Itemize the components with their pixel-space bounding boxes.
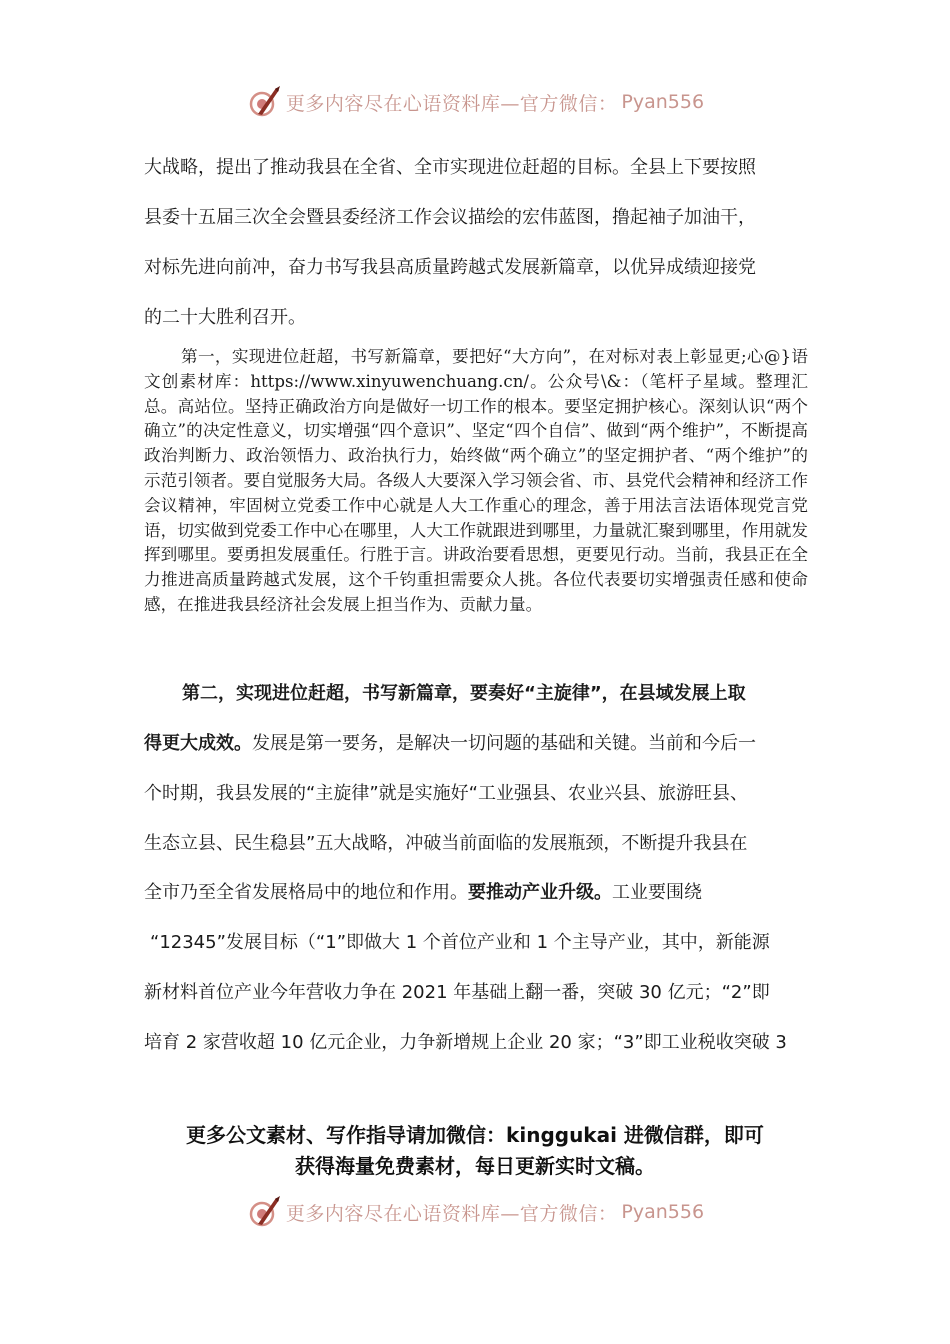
footer-wechat-id: Pyan556 (621, 1201, 705, 1223)
para3-line-5 (144, 881, 814, 905)
quill-ink-icon (246, 1194, 282, 1230)
para3-line-6: “12345”发展目标（“1”即做大 1 个首位产业和 1 个主导产业，其中，新能源 (150, 932, 770, 953)
para3-heading-end: 得更大成效。 (144, 733, 252, 754)
para1-line-3: 对标先进向前冲，奋力书写我县高质量跨越式发展新篇章，以优异成绩迎接党 (144, 257, 756, 278)
body-paragraph-first-point: 第一，实现进位赶超，书写新篇章，要把好“大方向”，在对标对表上彰显更;心@}语文创素材库：https://www.xinyuwenchuang.cn/。公众号\&：（笔杆子星域。整理汇总。高站位。坚持正确政治方向是做好一切工作的根本。要坚定拥护核心。深刻认识“两个确立”的决定性意义，切实增强“四个意识”、坚定“四个自信”、做到“两个维护”，不断提高政治判断力、政治领悟力、政治执行力，始终做“两个确立”的坚定拥护者、“两个维护”的示范引领者。要自觉服务大局。各级人大要深入学习领会省、市、县党代会精神和经济工作会议精神，牢固树立党委工作中心就是人大工作重心的理念，善于用法言法语体现党言党语，切实做到党委工作中心在哪里，人大工作就跟进到哪里，力量就汇聚到哪里，作用就发挥到哪里。要勇担发展重任。行胜于言。讲政治要看思想，更要见行动。当前，我县正在全力推进高质量跨越式发展，这个千钧重担需要众人挑。各位代表要切实增强责任感和使命感，在推进我县经济社会发展上担当作为、贡献力量。 (144, 347, 808, 614)
quill-ink-icon (246, 84, 282, 120)
header-watermark-banner (0, 82, 950, 122)
para3-line-5-text: 全市乃至全省发展格局中的地位和作用。 (144, 882, 468, 903)
footer-watermark-text: 更多内容尽在心语资料库—官方微信： (285, 1202, 618, 1225)
para3-line-7: 新材料首位产业今年营收力争在 2021 年基础上翻一番，突破 30 亿元；“2”即 (144, 982, 770, 1003)
para3-subheading: 要推动产业升级。 (468, 882, 612, 903)
para3-line-2 (144, 732, 814, 756)
para1-line-2: 县委十五届三次全会暨县委经济工作会议描绘的宏伟蓝图，撸起袖子加油干， (144, 207, 756, 228)
para3-heading-line: 第二，实现进位赶超，书写新篇章，要奏好“主旋律”，在县域发展上取 (182, 683, 746, 704)
footer-watermark-banner (0, 1192, 950, 1232)
para1-line-1: 大战略，提出了推动我县在全省、全市实现进位赶超的目标。全县上下要按照 (144, 157, 756, 178)
promo-line-1: 更多公文素材、写作指导请加微信：kinggukai 进微信群，即可 (186, 1123, 764, 1147)
para3-line-4: 生态立县、民生稳县”五大战略，冲破当前面临的发展瓶颈，不断提升我县在 (144, 833, 748, 854)
para1-line-4: 的二十大胜利召开。 (144, 307, 306, 328)
para3-line-3: 个时期，我县发展的“主旋律”就是实施好“工业强县、农业兴县、旅游旺县、 (144, 783, 748, 804)
promo-notice (120, 1120, 830, 1182)
para3-line-8: 培育 2 家营收超 10 亿元企业，力争新增规上企业 20 家；“3”即工业税收突破 3 (144, 1032, 787, 1053)
promo-line-2: 获得海量免费素材，每日更新实时文稿。 (295, 1154, 655, 1178)
header-wechat-id: Pyan556 (621, 91, 705, 113)
para3-line-5-rest: 工业要围绕 (612, 882, 702, 903)
para3-line-2-text: 发展是第一要务，是解决一切问题的基础和关键。当前和今后一 (252, 733, 756, 754)
header-watermark-text: 更多内容尽在心语资料库—官方微信： (285, 92, 618, 115)
